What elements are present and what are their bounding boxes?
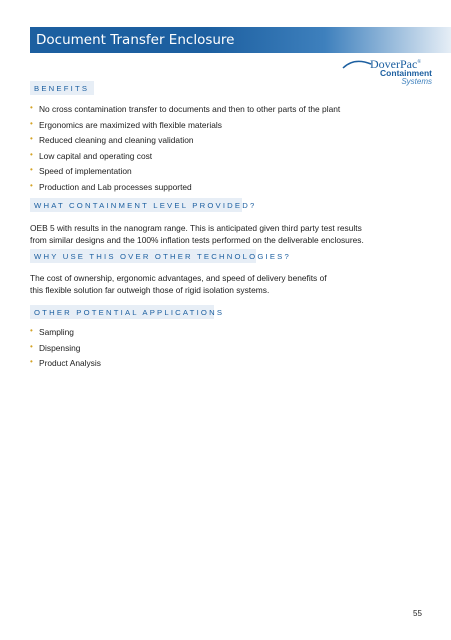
bullet-icon: • <box>30 341 33 351</box>
benefits-list <box>30 103 340 196</box>
list-item: • No cross contamination transfer to documents and then to other parts of the plant <box>30 103 341 114</box>
list-item: • Reduced cleaning and cleaning validation <box>30 134 194 145</box>
list-item: • Speed of implementation <box>30 165 132 176</box>
bullet-icon: • <box>30 134 33 143</box>
logo-line-containment: Containment <box>380 68 432 78</box>
section-heading-containment: WHAT CONTAINMENT LEVEL PROVIDED? <box>30 198 242 212</box>
applications-list <box>30 326 101 373</box>
title-band <box>30 27 451 53</box>
doverpac-logo <box>342 57 432 89</box>
list-item: • Ergonomics are maximized with flexible materials <box>30 118 222 130</box>
list-item: • Product Analysis <box>30 357 101 368</box>
logo-brand: DoverPac® <box>370 57 422 71</box>
list-item: • Sampling <box>30 326 74 337</box>
page-number: 55 <box>413 609 422 618</box>
list-item: • Production and Lab processes supported <box>30 180 192 192</box>
section-heading-applications: OTHER POTENTIAL APPLICATIONS <box>30 305 214 319</box>
logo-swoosh-icon <box>342 57 372 71</box>
bullet-icon: • <box>30 180 33 190</box>
bullet-icon: • <box>30 326 33 335</box>
list-item: • Dispensing <box>30 341 81 353</box>
bullet-icon: • <box>30 118 33 128</box>
section-heading-why: WHY USE THIS OVER OTHER TECHNOLOGIES? <box>30 249 256 263</box>
bullet-icon: • <box>30 149 33 159</box>
why-paragraph: The cost of ownership, ergonomic advantages, and speed of delivery benefits of this flexible solution far outweigh those of rigid isolation systems. <box>30 273 327 295</box>
list-item: • Low capital and operating cost <box>30 149 153 161</box>
containment-paragraph: OEB 5 with results in the nanogram range. This is anticipated given third party test results from similar designs and the 100% inflation tests performed on the deliverable enclosures. <box>30 223 364 245</box>
section-heading-benefits: BENEFITS <box>30 81 94 95</box>
bullet-icon: • <box>30 357 33 366</box>
page-title: Document Transfer Enclosure <box>36 32 235 48</box>
bullet-icon: • <box>30 165 33 174</box>
bullet-icon: • <box>30 103 33 112</box>
logo-line-systems: Systems <box>401 77 432 86</box>
